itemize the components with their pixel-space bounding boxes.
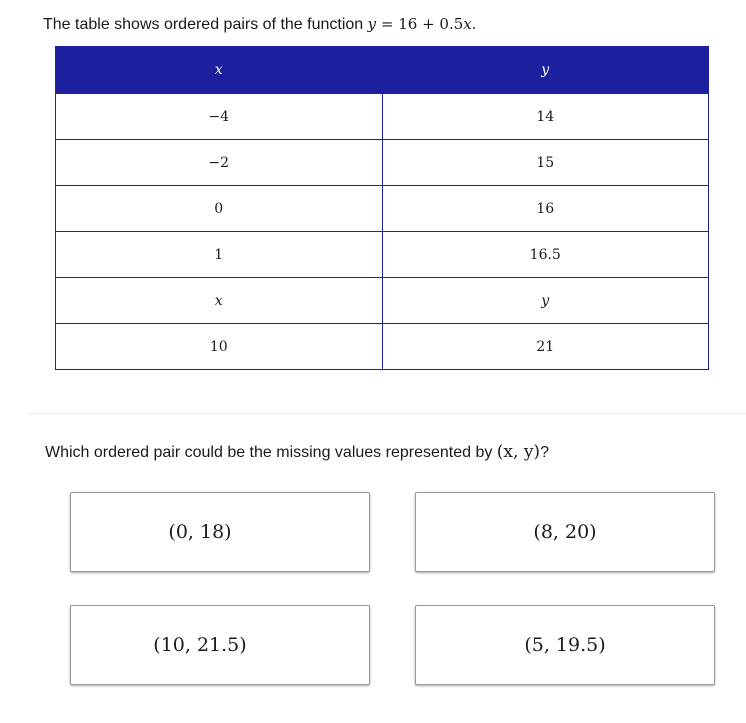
section-divider — [28, 413, 746, 414]
answer-choice-0-18[interactable] — [70, 492, 370, 572]
cell-x: 0 — [56, 186, 383, 232]
table-header-row — [56, 47, 709, 94]
cell-x-missing: x — [56, 278, 383, 324]
choice-label: (8, 20) — [533, 521, 597, 543]
cell-x: −4 — [56, 94, 383, 140]
cell-x: 10 — [56, 324, 383, 370]
function-equation: y = 16 + 0.5x — [367, 15, 472, 33]
ordered-pair-expression: (x, y) — [496, 442, 541, 462]
prompt-text: The table shows ordered pairs of the function — [43, 16, 368, 33]
table-row — [56, 232, 709, 278]
column-header-x: x — [56, 47, 383, 94]
choice-label: (5, 19.5) — [524, 634, 606, 656]
cell-y: 16.5 — [382, 232, 709, 278]
table-row — [56, 140, 709, 186]
table-row — [56, 186, 709, 232]
ordered-pairs-table — [55, 46, 709, 370]
cell-y: 21 — [382, 324, 709, 370]
table-row-missing — [56, 278, 709, 324]
cell-y: 15 — [382, 140, 709, 186]
cell-y: 14 — [382, 94, 709, 140]
answer-choice-5-19.5[interactable] — [415, 605, 715, 685]
cell-x: −2 — [56, 140, 383, 186]
cell-y-missing: y — [382, 278, 709, 324]
table-row — [56, 94, 709, 140]
choice-label: (0, 18) — [168, 521, 232, 543]
question-text: Which ordered pair could be the missing values represented by (x, y)? — [45, 442, 549, 462]
answer-choice-10-21.5[interactable] — [70, 605, 370, 685]
column-header-y: y — [382, 47, 709, 94]
cell-x: 1 — [56, 232, 383, 278]
cell-y: 16 — [382, 186, 709, 232]
answer-choice-8-20[interactable] — [415, 492, 715, 572]
table-row — [56, 324, 709, 370]
problem-prompt: The table shows ordered pairs of the function y = 16 + 0.5x. — [43, 15, 477, 33]
choice-label: (10, 21.5) — [153, 634, 247, 656]
